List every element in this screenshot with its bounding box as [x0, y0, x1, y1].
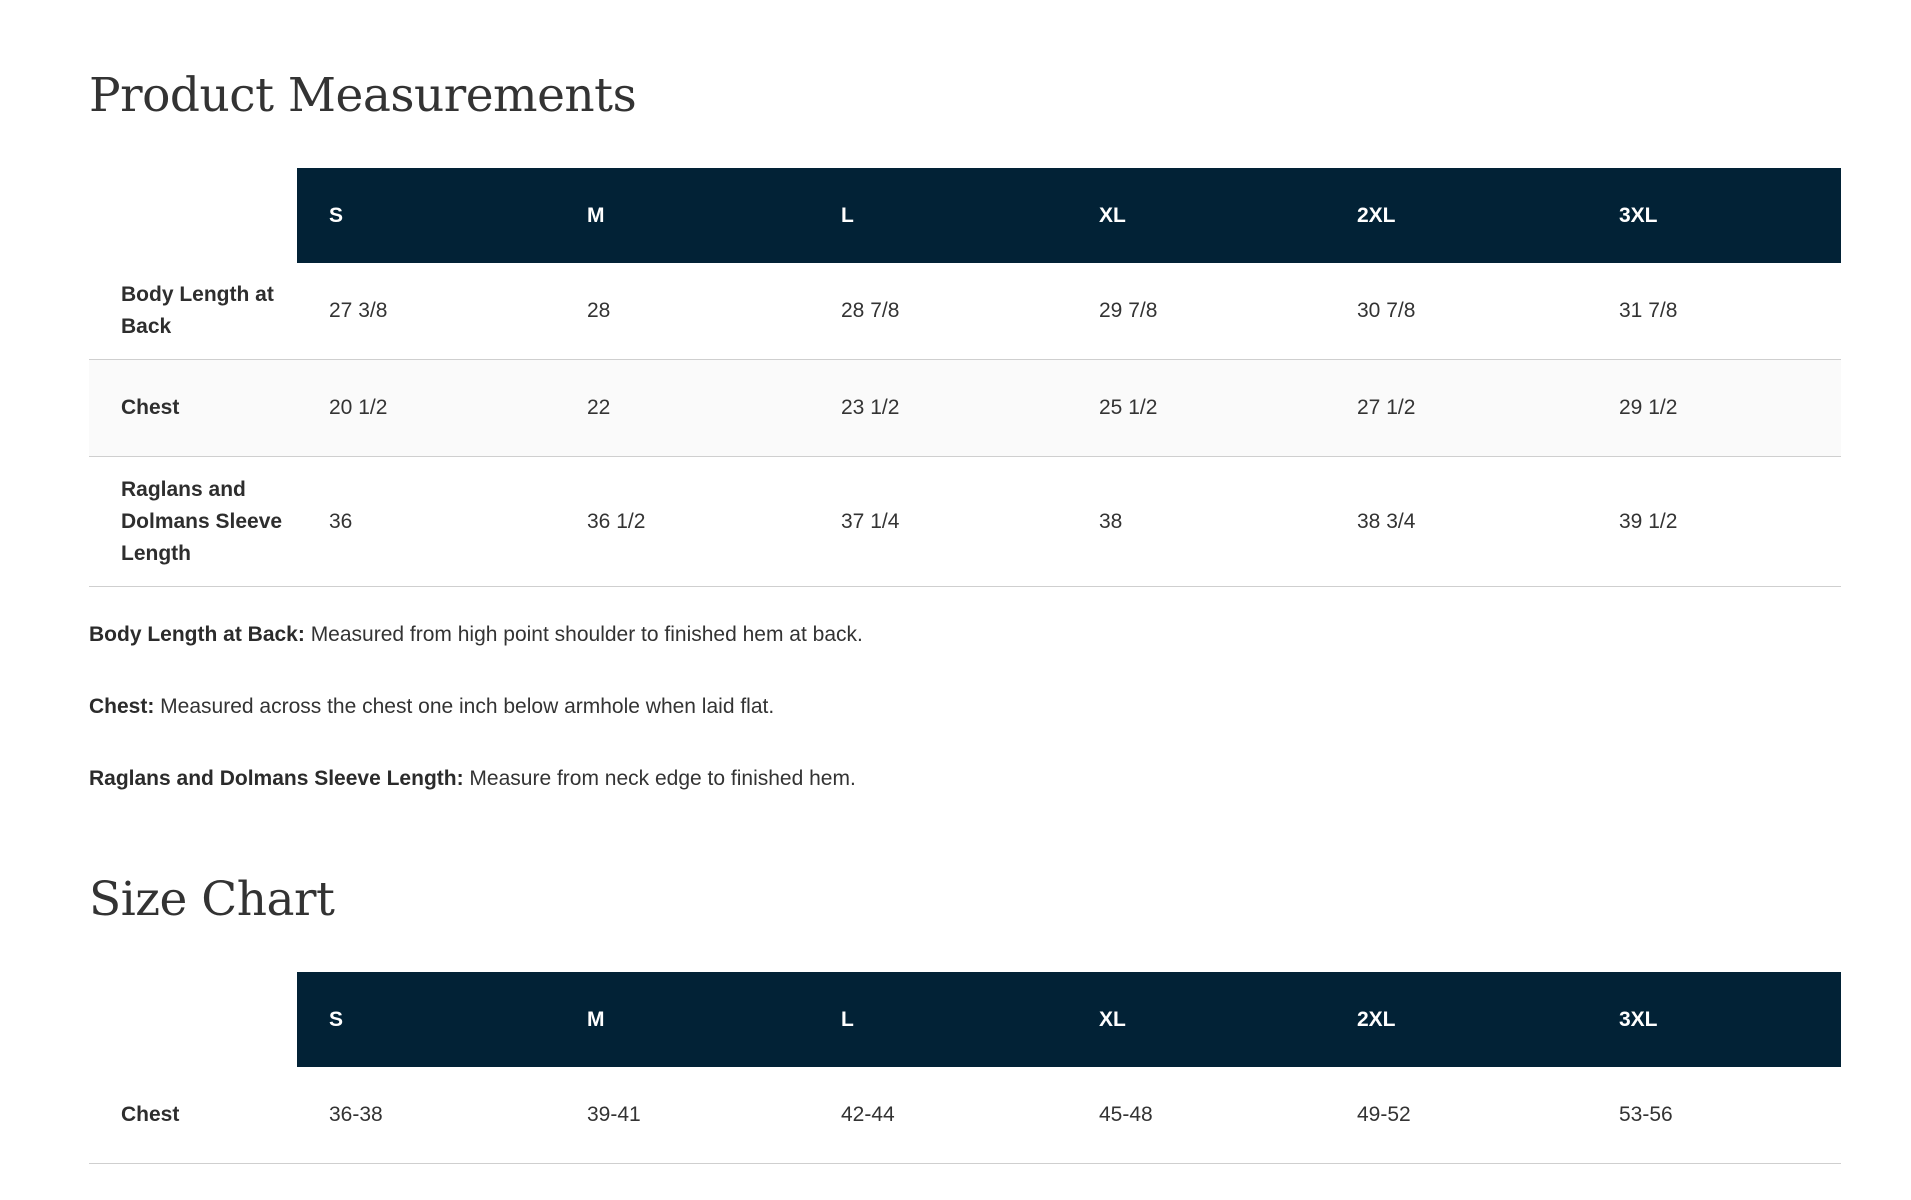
table-cell: 36-38	[297, 1067, 555, 1164]
note-text: Measured across the chest one inch below armhole when laid flat.	[154, 695, 775, 718]
table-cell: 22	[555, 360, 809, 457]
table-cell: 28 7/8	[809, 263, 1067, 360]
row-label-chest: Chest	[89, 1067, 297, 1164]
table-cell: 25 1/2	[1067, 360, 1325, 457]
row-label-body-length: Body Length at Back	[89, 263, 297, 360]
table-cell: 36	[297, 457, 555, 587]
note-sleeve-length	[89, 764, 863, 794]
table-cell: 27 3/8	[297, 263, 555, 360]
table-row-body-length	[89, 263, 1841, 360]
table-cell: 39 1/2	[1587, 457, 1841, 587]
size-header-m: M	[555, 168, 809, 263]
table-cell: 38 3/4	[1325, 457, 1587, 587]
table-cell: 38	[1067, 457, 1325, 587]
note-body-length	[89, 620, 863, 650]
size-header-3xl: 3XL	[1587, 972, 1841, 1067]
size-chart-table	[89, 972, 1841, 1164]
table-cell: 31 7/8	[1587, 263, 1841, 360]
size-header-xl: XL	[1067, 168, 1325, 263]
table-header-row	[89, 168, 1841, 263]
table-cell: 27 1/2	[1325, 360, 1587, 457]
size-header-3xl: 3XL	[1587, 168, 1841, 263]
size-header-s: S	[297, 972, 555, 1067]
table-cell: 29 7/8	[1067, 263, 1325, 360]
row-label-chest: Chest	[89, 360, 297, 457]
header-corner-cell	[89, 168, 297, 263]
size-chart-title: Size Chart	[89, 872, 335, 927]
table-cell: 37 1/4	[809, 457, 1067, 587]
measurement-notes	[89, 620, 863, 836]
size-header-l: L	[809, 168, 1067, 263]
table-cell: 23 1/2	[809, 360, 1067, 457]
table-cell: 30 7/8	[1325, 263, 1587, 360]
size-header-2xl: 2XL	[1325, 972, 1587, 1067]
table-row-chest	[89, 360, 1841, 457]
table-row-sleeve-length	[89, 457, 1841, 587]
table-cell: 45-48	[1067, 1067, 1325, 1164]
size-header-xl: XL	[1067, 972, 1325, 1067]
table-header-row	[89, 972, 1841, 1067]
table-cell: 20 1/2	[297, 360, 555, 457]
size-header-m: M	[555, 972, 809, 1067]
table-cell: 42-44	[809, 1067, 1067, 1164]
table-cell: 49-52	[1325, 1067, 1587, 1164]
note-term: Chest:	[89, 695, 155, 718]
header-corner-cell	[89, 972, 297, 1067]
table-cell: 53-56	[1587, 1067, 1841, 1164]
note-text: Measure from neck edge to finished hem.	[463, 767, 856, 790]
table-cell: 29 1/2	[1587, 360, 1841, 457]
note-term: Raglans and Dolmans Sleeve Length:	[89, 767, 464, 790]
note-chest	[89, 692, 863, 722]
table-row-chest	[89, 1067, 1841, 1164]
note-text: Measured from high point shoulder to finished hem at back.	[304, 623, 863, 646]
product-measurements-table	[89, 168, 1841, 587]
size-header-l: L	[809, 972, 1067, 1067]
table-cell: 36 1/2	[555, 457, 809, 587]
table-cell: 39-41	[555, 1067, 809, 1164]
product-measurements-title: Product Measurements	[89, 68, 637, 123]
note-term: Body Length at Back:	[89, 623, 305, 646]
size-header-2xl: 2XL	[1325, 168, 1587, 263]
table-cell: 28	[555, 263, 809, 360]
row-label-sleeve-length: Raglans and Dolmans Sleeve Length	[89, 457, 297, 587]
size-header-s: S	[297, 168, 555, 263]
